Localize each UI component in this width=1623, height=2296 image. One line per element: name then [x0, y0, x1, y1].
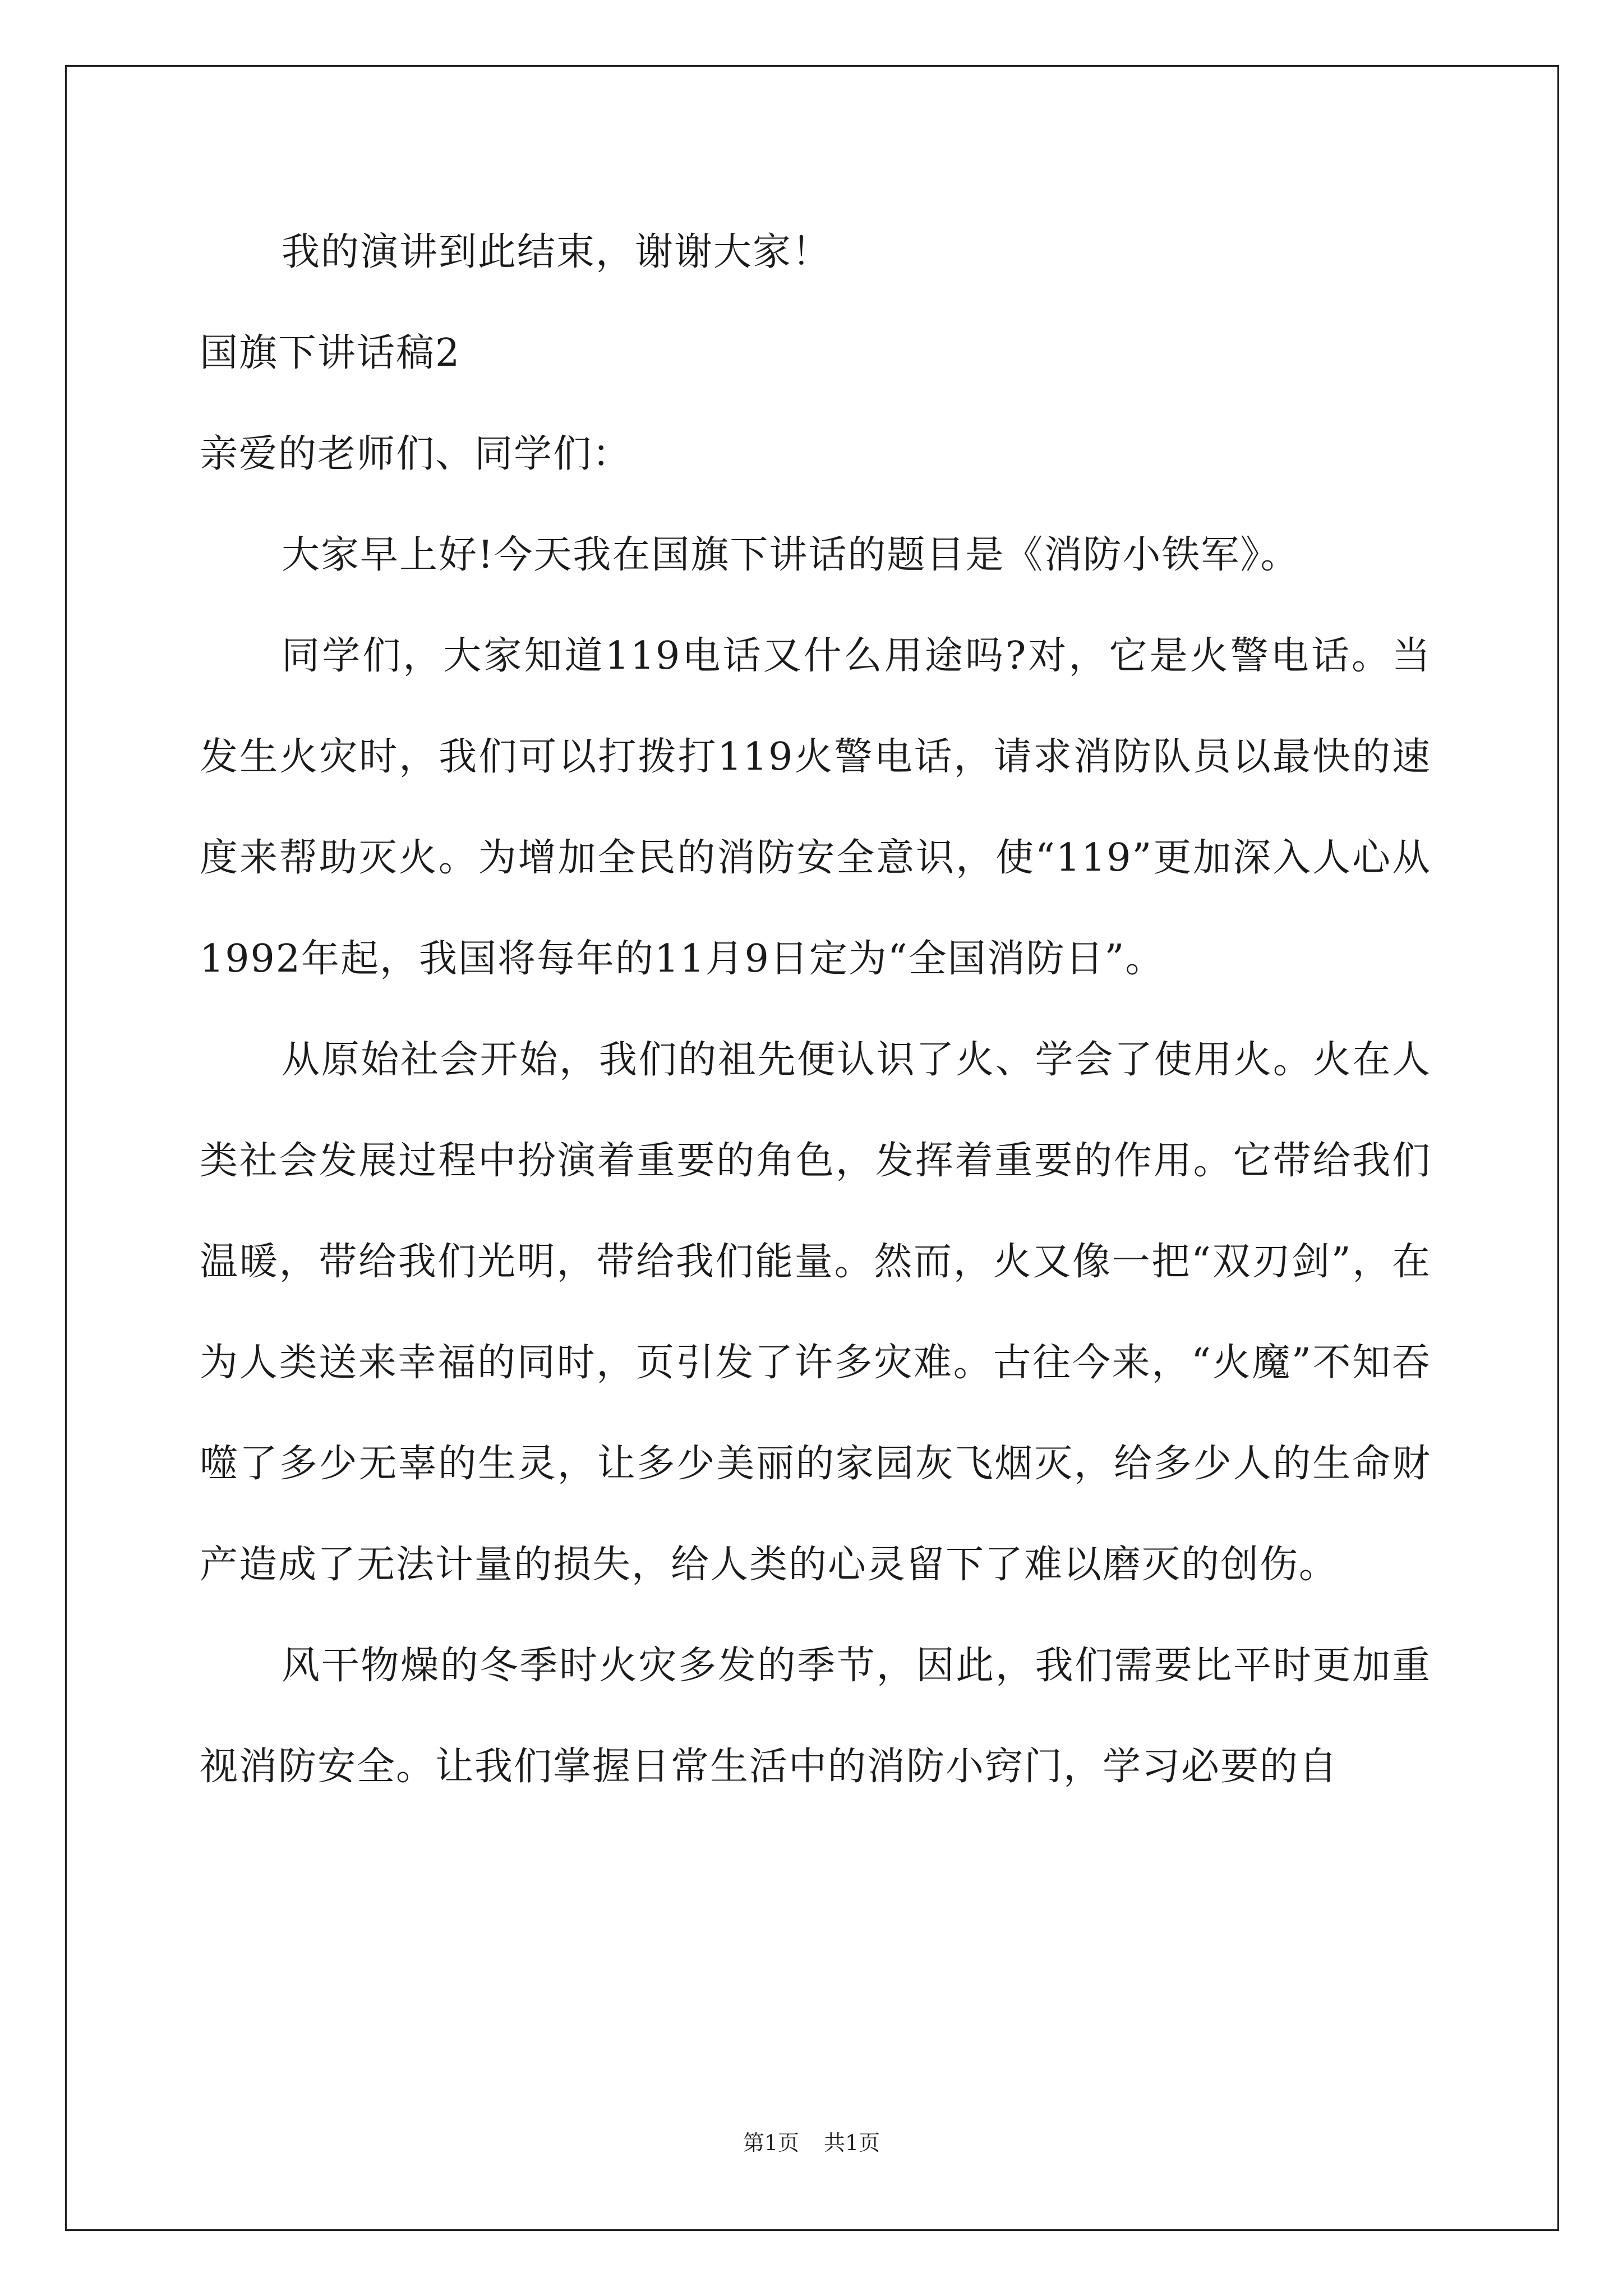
- section-title: 国旗下讲话稿2: [200, 331, 461, 375]
- page-footer: [0, 2129, 1623, 2157]
- page-total: 共1页: [824, 2131, 880, 2155]
- greeting-paragraph: 大家早上好!今天我在国旗下讲话的题目是《消防小铁军》。: [282, 533, 1300, 577]
- body-paragraph: 同学们，大家知道119电话又什么用途吗?对，它是火警电话。当发生火灾时，我们可以打拨打119火警电话，请求消防队员以最快的速度来帮助灭火。为增加全民的消防安全意识，使“119”更加深入人心从1992年起，我国将每年的11月9日定为“全国消防日”。: [200, 634, 1431, 981]
- body-paragraph: 风干物燥的冬季时火灾多发的季节，因此，我们需要比平时更加重视消防安全。让我们掌握日常生活中的消防小窍门，学习必要的自: [200, 1644, 1431, 1789]
- closing-paragraph: 我的演讲到此结束，谢谢大家！: [282, 230, 832, 274]
- page-number: 第1页: [743, 2131, 799, 2155]
- body-paragraph: 从原始社会开始，我们的祖先便认识了火、学会了使用火。火在人类社会发展过程中扮演着重要的角色，发挥着重要的作用。它带给我们温暖，带给我们光明，带给我们能量。然而，火又像一把“双刃剑”，在为人类送来幸福的同时，页引发了许多灾难。古往今来，“火魔”不知吞噬了多少无辜的生灵，让多少美丽的家园灰飞烟灭，给多少人的生命财产造成了无法计量的损失，给人类的心灵留下了难以磨灭的创伤。: [200, 1038, 1431, 1587]
- document-body: [200, 202, 1431, 1818]
- salutation: 亲爱的老师们、同学们：: [200, 432, 632, 476]
